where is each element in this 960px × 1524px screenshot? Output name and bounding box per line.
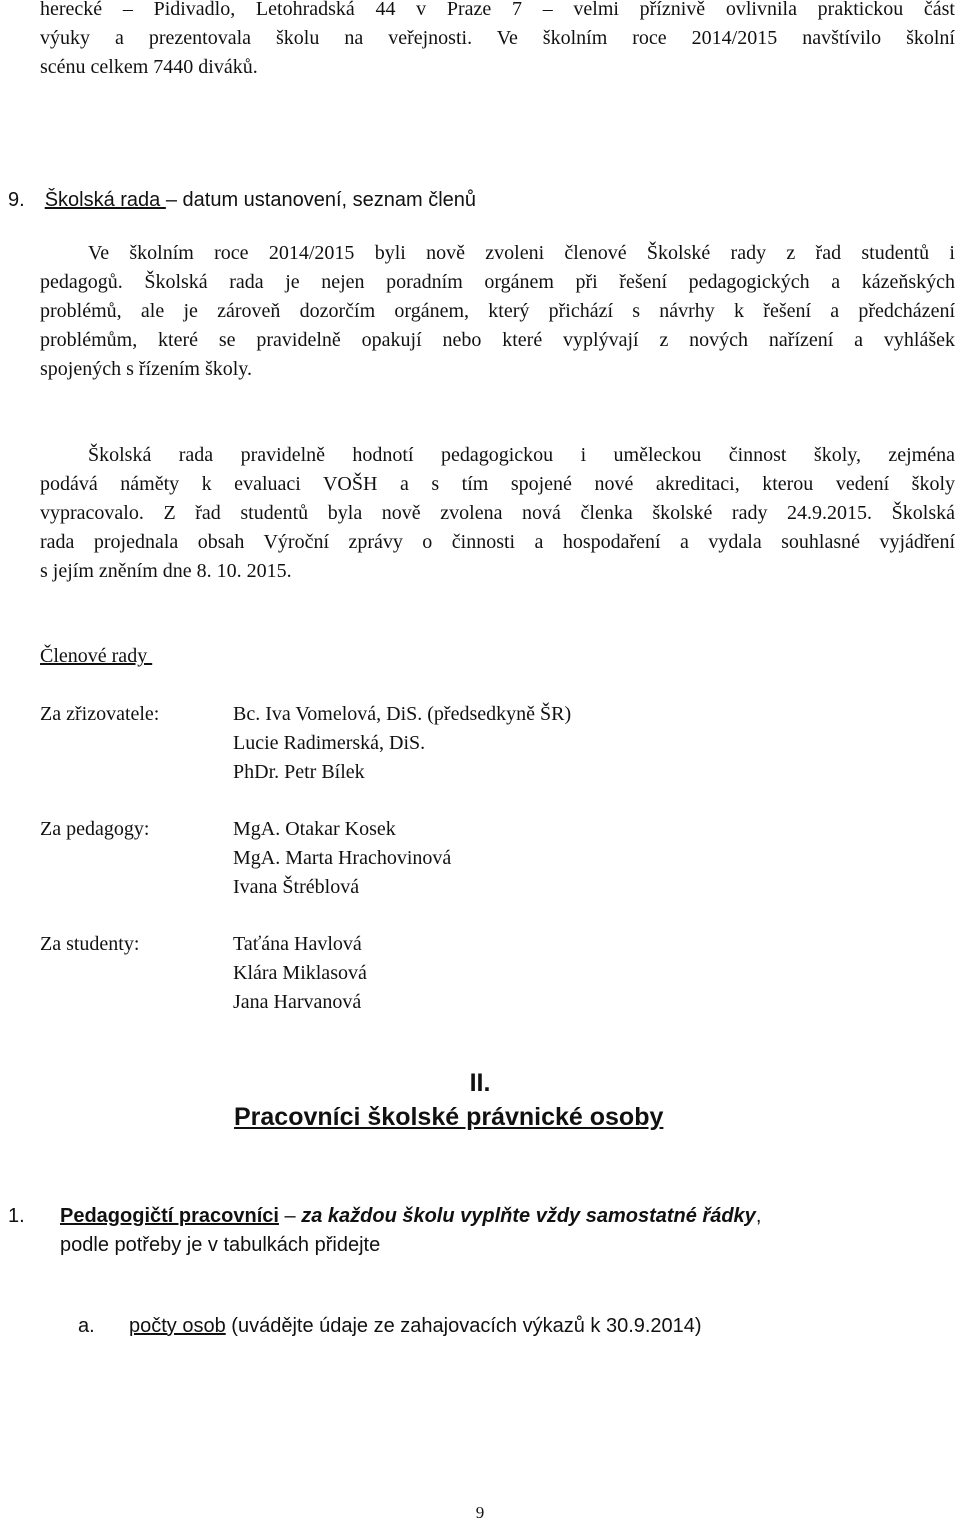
intro-line-1: herecké – Pidivadlo, Letohradská 44 v Praze 7 – velmi příznivě ovlivnila praktickou část [40, 0, 955, 20]
subitem-a-letter: a. [78, 1315, 95, 1337]
item-1-instruction: za každou školu vyplňte vždy samostatné řádky [301, 1205, 756, 1227]
item-1-title: Pedagogičtí pracovníci [60, 1205, 279, 1227]
member-founder-3: PhDr. Petr Bílek [233, 761, 365, 783]
para1-line-4: problémům, které se pravidelně opakují nebo které vyplývají z nových nařízení a vyhlášek [40, 329, 955, 351]
member-founder-2: Lucie Radimerská, DiS. [233, 732, 426, 754]
member-student-3: Jana Harvanová [233, 991, 362, 1013]
members-heading: Členové rady [40, 645, 153, 667]
subitem-a-title: počty osob [129, 1315, 226, 1337]
group-label-teachers: Za pedagogy: [40, 818, 150, 840]
para2-line-4: rada projednala obsah Výroční zprávy o činnosti a hospodaření a vydala souhlasné vyjádření [40, 531, 955, 553]
section-title-underlined: Školská rada [44, 189, 166, 211]
member-teacher-1: MgA. Otakar Kosek [233, 818, 396, 840]
member-student-1: Taťána Havlová [233, 933, 362, 955]
item-1-dash: – [278, 1205, 302, 1227]
para1-line-3: problémů, ale je zároveň dozorčím orgánem, který přichází s návrhy k řešení a předcházení [40, 300, 955, 322]
item-1-line-2: podle potřeby je v tabulkách přidejte [60, 1234, 381, 1256]
para1-line-1: Ve školním roce 2014/2015 byli nově zvoleni členové Školské rady z řad studentů i [88, 242, 955, 264]
para1-line-2: pedagogů. Školská rada je nejen poradním orgánem při řešení pedagogických a kázeňských [40, 271, 955, 293]
part-roman-numeral: II. [469, 1069, 491, 1097]
para2-line-5: s jejím zněním dne 8. 10. 2015. [40, 560, 292, 582]
item-1-heading [60, 1202, 761, 1231]
member-teacher-2: MgA. Marta Hrachovinová [233, 847, 452, 869]
para2-line-3: vypracovalo. Z řad studentů byla nově zvolena nová členka školské rady 24.9.2015. Školská [40, 502, 955, 524]
subitem-a-text [129, 1312, 702, 1341]
item-1-number: 1. [8, 1205, 25, 1227]
para2-line-2: podává náměty k evaluaci VOŠH a s tím spojené nové akreditaci, kterou vedení školy [40, 473, 955, 495]
section-number: 9. [8, 189, 25, 211]
group-label-students: Za studenty: [40, 933, 140, 955]
part-title: Pracovníci školské právnické osoby [234, 1103, 664, 1131]
member-founder-1: Bc. Iva Vomelová, DiS. (předsedkyně ŠR) [233, 703, 572, 725]
para2-line-1: Školská rada pravidelně hodnotí pedagogickou i uměleckou činnost školy, zejména [88, 444, 955, 466]
intro-line-2: výuky a prezentovala školu na veřejnosti. Ve školním roce 2014/2015 navštívilo školní [40, 27, 955, 49]
section-title-rest: – datum ustanovení, seznam členů [165, 189, 477, 211]
item-1-instruction-rest: , [755, 1205, 762, 1227]
member-student-2: Klára Miklasová [233, 962, 367, 984]
page-number: 9 [475, 1503, 485, 1522]
group-label-founder: Za zřizovatele: [40, 703, 160, 725]
intro-line-3: scénu celkem 7440 diváků. [40, 56, 258, 78]
para1-line-5: spojených s řízením školy. [40, 358, 253, 380]
subitem-a-rest: (uvádějte údaje ze zahajovacích výkazů k 30.9.2014) [225, 1315, 702, 1337]
section-9-heading [8, 186, 476, 215]
member-teacher-3: Ivana Štréblová [233, 876, 360, 898]
